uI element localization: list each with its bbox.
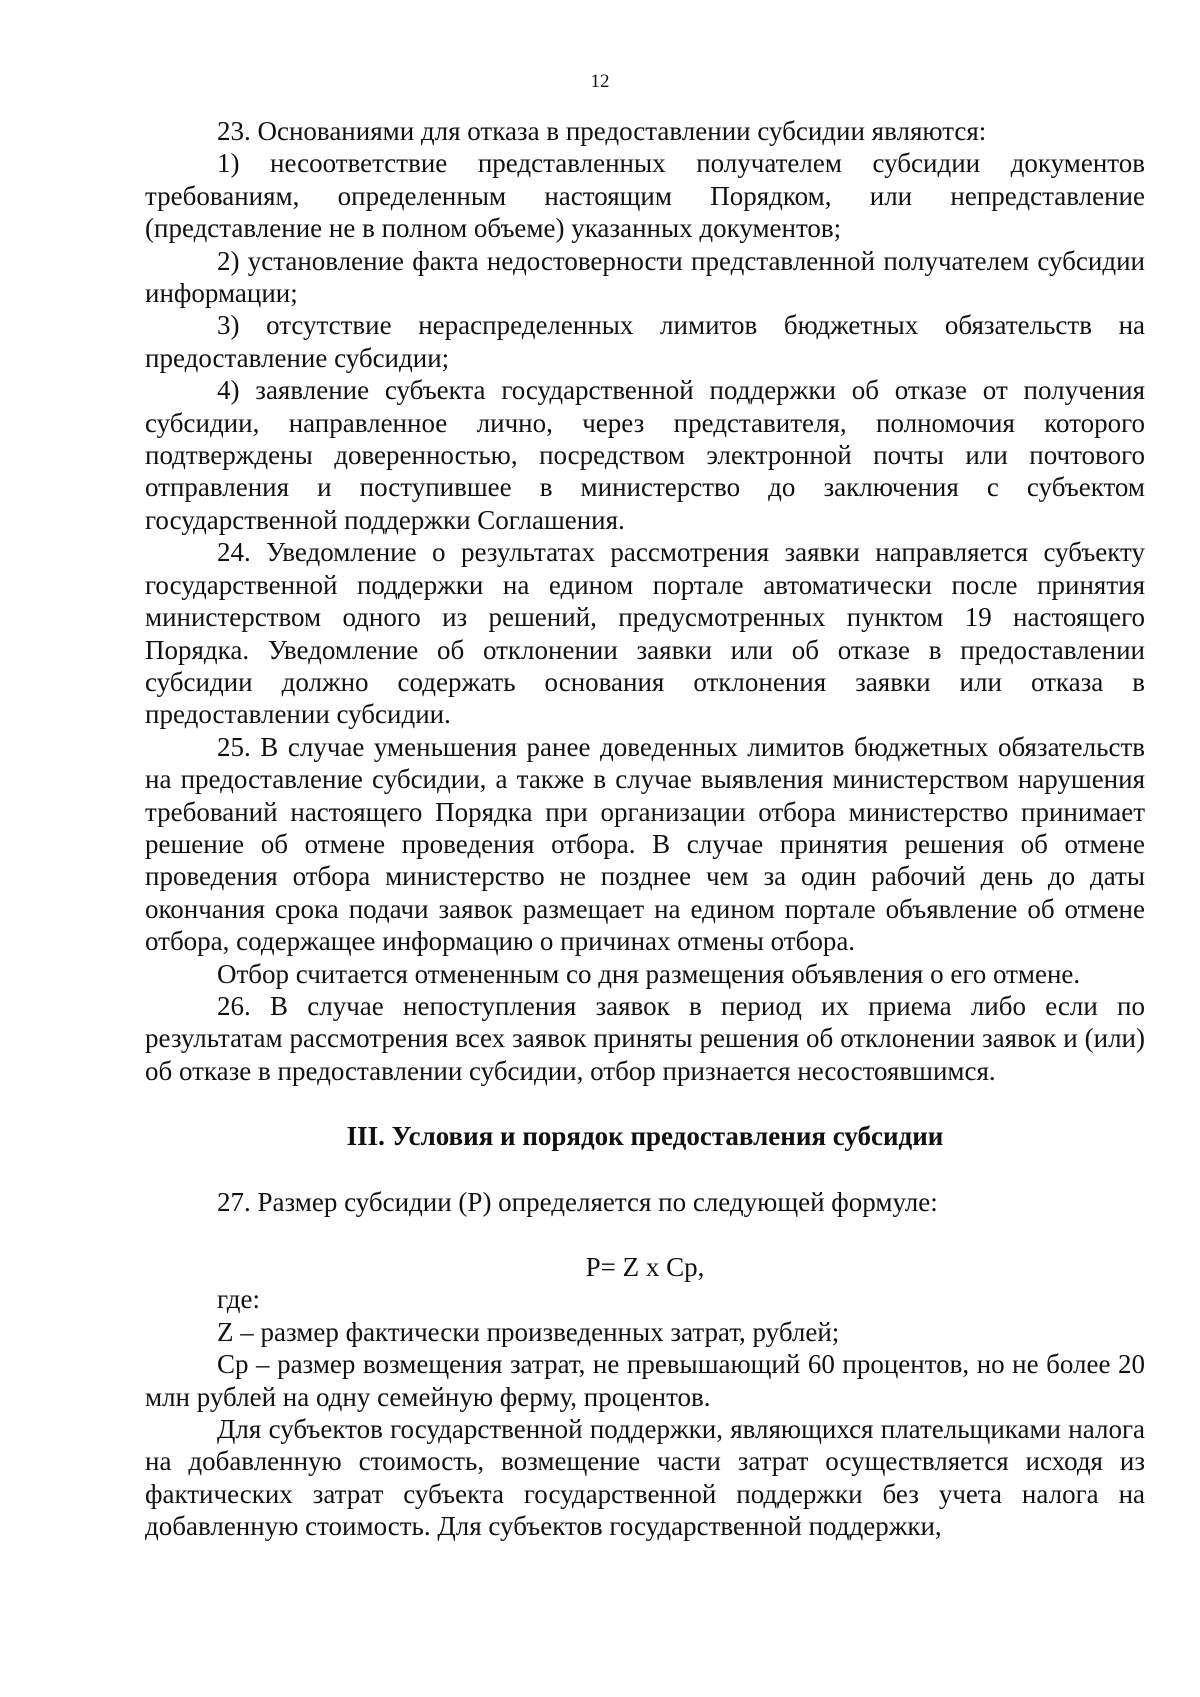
definition-z: Z – размер фактически произведенных затрат, рублей; [217,1316,840,1347]
paragraph-24: 24. Уведомление о результатах рассмотрения заявки направляется субъекту государственной поддержки на едином портале автоматически после принятия министерством одного из решений, предусмотренных пунктом 19 настоящего Порядка. Уведомление об отклонении заявки или об отказе в предоставлении субсидии должно содержать основания отклонения заявки или отказа в предоставлении субсидии. [145,537,1145,730]
paragraph-23-item-1: 1) несоответствие представленных получателем субсидии документов требованиям, определенным настоящим Порядком, или непредставление (представление не в полном объеме) указанных документов; [145,148,1145,244]
formula-where: где: [217,1284,260,1315]
paragraph-26: 26. В случае непоступления заявок в период их приема либо если по результатам рассмотрения всех заявок приняты решения об отклонении заявок и (или) об отказе в предоставлении субсидии, отбор признается несостоявшимся. [145,990,1145,1086]
page-number: 12 [590,71,610,92]
paragraph-23-item-3: 3) отсутствие нераспределенных лимитов бюджетных обязательств на предоставление субсидии; [145,310,1145,373]
formula: P= Z x Cp, [585,1252,705,1282]
paragraph-27-vat: Для субъектов государственной поддержки, являющихся плательщиками налога на добавленную стоимость, возмещение части затрат осуществляется исходя из фактических затрат субъекта государственной поддержки без учета налога на добавленную стоимость. Для субъектов государственной поддержки, [145,1414,1145,1542]
definition-cp: Cp – размер возмещения затрат, не превышающий 60 процентов, но не более 20 млн рублей на одну семейную ферму, процентов. [145,1349,1145,1412]
paragraph-27-intro: 27. Размер субсидии (P) определяется по следующей формуле: [217,1186,938,1217]
section-heading: III. Условия и порядок предоставления субсидии [346,1121,944,1152]
document-body [145,115,1145,1543]
paragraph-25-note: Отбор считается отмененным со дня размещения объявления о его отмене. [217,958,1081,989]
paragraph-23-item-4: 4) заявление субъекта государственной поддержки об отказе от получения субсидии, направленное лично, через представителя, полномочия которого подтверждены доверенностью, посредством электронной почты или почтового отправления и поступившее в министерство до заключения с субъектом государственной поддержки Соглашения. [145,375,1145,535]
paragraph-23-item-2: 2) установление факта недостоверности представленной получателем субсидии информации; [145,245,1145,309]
paragraph-25: 25. В случае уменьшения ранее доведенных лимитов бюджетных обязательств на предоставление субсидии, а также в случае выявления министерством нарушения требований настоящего Порядка при организации отбора министерство принимает решение об отмене проведения отбора. В случае принятия решения об отмене проведения отбора министерство не позднее чем за один рабочий день до даты окончания срока подачи заявок размещает на едином портале объявление об отмене отбора, содержащее информацию о причинах отмены отбора. [145,731,1145,957]
paragraph-23-intro: 23. Основаниями для отказа в предоставлении субсидии являются: [217,116,987,146]
